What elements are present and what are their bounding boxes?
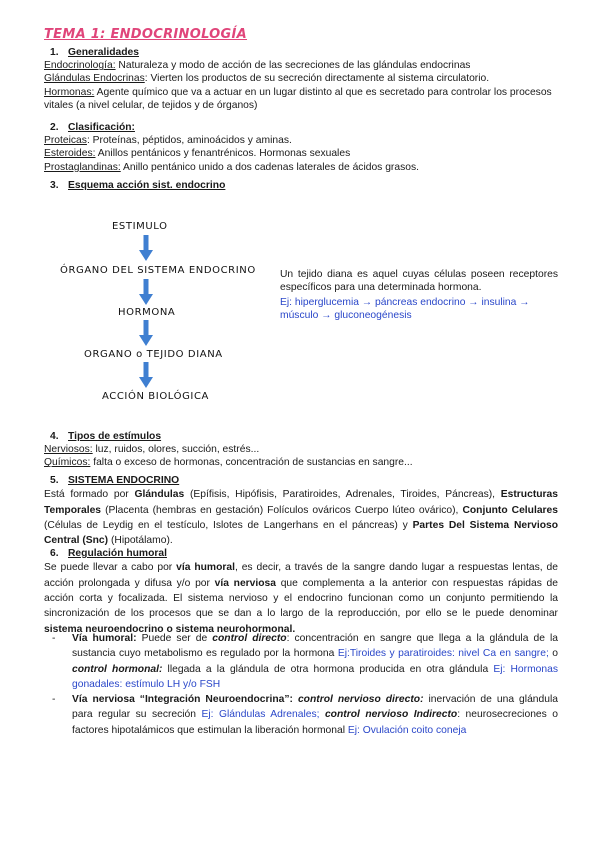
example-text: Ej: hiperglucemia → páncreas endocrino → insulina → músculo → gluconeogénesis [280,297,530,322]
example-glandulas-adrenales: Ej: Glándulas Adrenales; [201,709,320,721]
definition-text: falta o exceso de hormonas, concentración de sustancias en sangre... [90,457,413,469]
diagram-arrow [139,320,153,346]
definition-text: : Vierten los productos de su secreción directamente al sistema circulatorio. [144,73,490,85]
term-sistema-neuroendocrino: sistema neuroendocrino o sistema neurohormonal. [44,623,296,635]
bullet-via-humoral [52,631,558,693]
bullet-text-part: : neurosecreciones o factores hipotalámicos que estimulan la liberación hormonal [72,709,558,736]
definition-term: Glándulas Endocrinas [44,73,145,85]
definition-line [44,86,558,112]
paragraph-text: (Hipotálamo). [108,535,173,547]
diagram-arrow [139,279,153,305]
section-title: Regulación humoral [68,548,167,559]
diagram-step-organo: ÓRGANO DEL SISTEMA ENDOCRINO [60,265,256,276]
term-conjunto: Conjunto Celulares [462,504,559,516]
paragraph-text: Está formado por [44,489,135,501]
definition-text: Naturaleza y modo de acción de las secreciones de las glándulas endocrinas [115,60,471,72]
section-title: SISTEMA ENDOCRINO [68,475,180,486]
term-control-directo: control directo [212,633,287,644]
tejido-diana-example [280,296,558,322]
term-estructuras: Estructuras Temporales [44,489,558,516]
note-text: Un tejido diana es aquel cuyas células poseen receptores específicos para una determinada hormona. [280,269,558,294]
bullet-lead: Vía nerviosa “Integración Neuroendocrina”: [72,694,293,705]
term-control-nervioso-directo: control nervioso directo: [292,694,424,705]
definition-term: Químicos: [44,457,91,469]
section-number: 3. [50,180,59,191]
section-heading [50,474,558,487]
term-glandulas: Glándulas [134,489,185,501]
section-number: 1. [50,47,59,58]
example-tiroides: Ej:Tiroides y paratiroides: nivel Ca en sangre; [337,648,549,660]
paragraph-text: , es decir, a través de la sangre dando lugar a respuestas lentas, de acción prolongada y difusa y/o por [44,562,559,589]
term-via-nerviosa: vía nerviosa [214,577,277,589]
bullet-lead: Vía humoral: [72,633,137,644]
definition-text: Anillos pentánicos y fenantrénicos. Hormonas sexuales [95,148,351,160]
bullet-text-part: o [548,648,559,660]
diagram-step-estimulo: ESTIMULO [112,221,168,232]
bullet-dash: - [52,694,56,705]
diagram-step-accion: ACCIÓN BIOLÓGICA [102,391,209,402]
example-hormonas-gonadales: Ej: Hormonas gonadales: estímulo LH y/o FSH [72,663,558,691]
definition-line [44,147,558,160]
term-control-nervioso-indirecto: control nervioso Indirecto [319,709,458,721]
paragraph-text: que complementa a la anterior con respuestas rápidas de acción corta y focalizada. El sistema nervioso y el endocrino funcionan como un conjunto permitiendo la sincronización de los procesos que se dan a lo largo de la reproducción, por ello se le puede denominar [44,577,559,620]
section-title: Tipos de estímulos [68,431,162,442]
section-clasificacion [44,121,558,174]
diagram-arrow [139,235,153,261]
paragraph-text: (Células de Leydig en el testículo, Islotes de Langerhans en el páncreas) y [44,520,413,532]
section-heading [50,547,558,560]
definition-term: Endocrinología: [44,60,116,72]
section-generalidades [44,46,558,112]
definition-text: Anillo pentánico unido a dos cadenas laterales de ácidos grasos. [120,161,419,173]
diagram-arrow [139,362,153,388]
bullet-text-part: llegada a la glándula de otra hormona producida en otra glándula [162,663,494,675]
paragraph-text: Se puede llevar a cabo por [44,562,177,574]
diagram-step-hormona: HORMONA [118,307,176,318]
diagram-step-tejido-diana: ORGANO o TEJIDO DIANA [84,349,223,360]
tejido-diana-note [280,268,558,294]
bullet-dash: - [52,633,56,644]
section-esquema [44,179,558,192]
section-number: 6. [50,548,59,559]
section-heading [50,430,558,443]
definition-line [44,456,558,469]
regulacion-paragraph [44,560,558,637]
bullet-text [72,631,558,693]
section-heading [50,46,558,59]
document-title: TEMA 1: ENDOCRINOLOGÍA [44,27,248,42]
example-ovulacion: Ej: Ovulación coito coneja [347,724,467,736]
definition-text: luz, ruidos, olores, succión, estrés... [92,444,260,456]
definition-text: Agente químico que va a actuar en un lugar distinto al que es secretado para controlar los procesos vitales (a nivel celular, de tejidos y de órganos) [44,86,552,111]
term-partes-snc: Partes Del Sistema Nervioso Central (Snc) [44,520,559,547]
bullet-text-part: inervación de una glándula para regular su secreción [72,694,558,721]
section-number: 2. [50,122,59,133]
sistema-endocrino-paragraph [44,487,558,549]
section-sistema-endocrino [44,474,558,549]
section-title: Esquema acción sist. endocrino [68,180,226,191]
definition-term: Proteicas [44,135,87,147]
section-heading [50,179,558,192]
definition-line [44,134,558,147]
bullet-text-part: Puede ser de [136,633,213,644]
section-heading [50,121,558,134]
section-estimulos [44,430,558,470]
paragraph-text: (Epífisis, Hipófisis, Paratiroides, Adrenales, Tiroides, Páncreas), [184,489,501,501]
definition-line [44,443,558,456]
section-regulacion-humoral [44,547,558,637]
definition-line [44,72,558,85]
section-title: Generalidades [68,47,139,58]
definition-term: Hormonas: [44,86,95,98]
definition-line [44,59,558,72]
definition-term: Nerviosos: [44,444,93,456]
term-via-humoral: vía humoral [176,562,235,574]
paragraph-text: (Placenta (hembras en gestación) Folículos ováricos Cuerpo lúteo ovárico), [101,504,463,516]
definition-line [44,161,558,174]
definition-text: : Proteínas, péptidos, aminoácidos y aminas. [86,135,292,147]
term-control-hormonal: control hormonal: [72,663,163,675]
bullet-text [72,692,558,738]
bullet-text-part: : concentración en sangre que llega a la glándula de la sustancia cuyo metabolismo es regulado por la hormona [72,633,558,660]
section-title: Clasificación: [68,122,135,133]
section-number: 5. [50,475,59,486]
bullet-via-nerviosa [52,692,558,738]
section-number: 4. [50,431,59,442]
definition-term: Esteroides: [44,148,96,160]
definition-term: Prostaglandinas: [44,161,121,173]
